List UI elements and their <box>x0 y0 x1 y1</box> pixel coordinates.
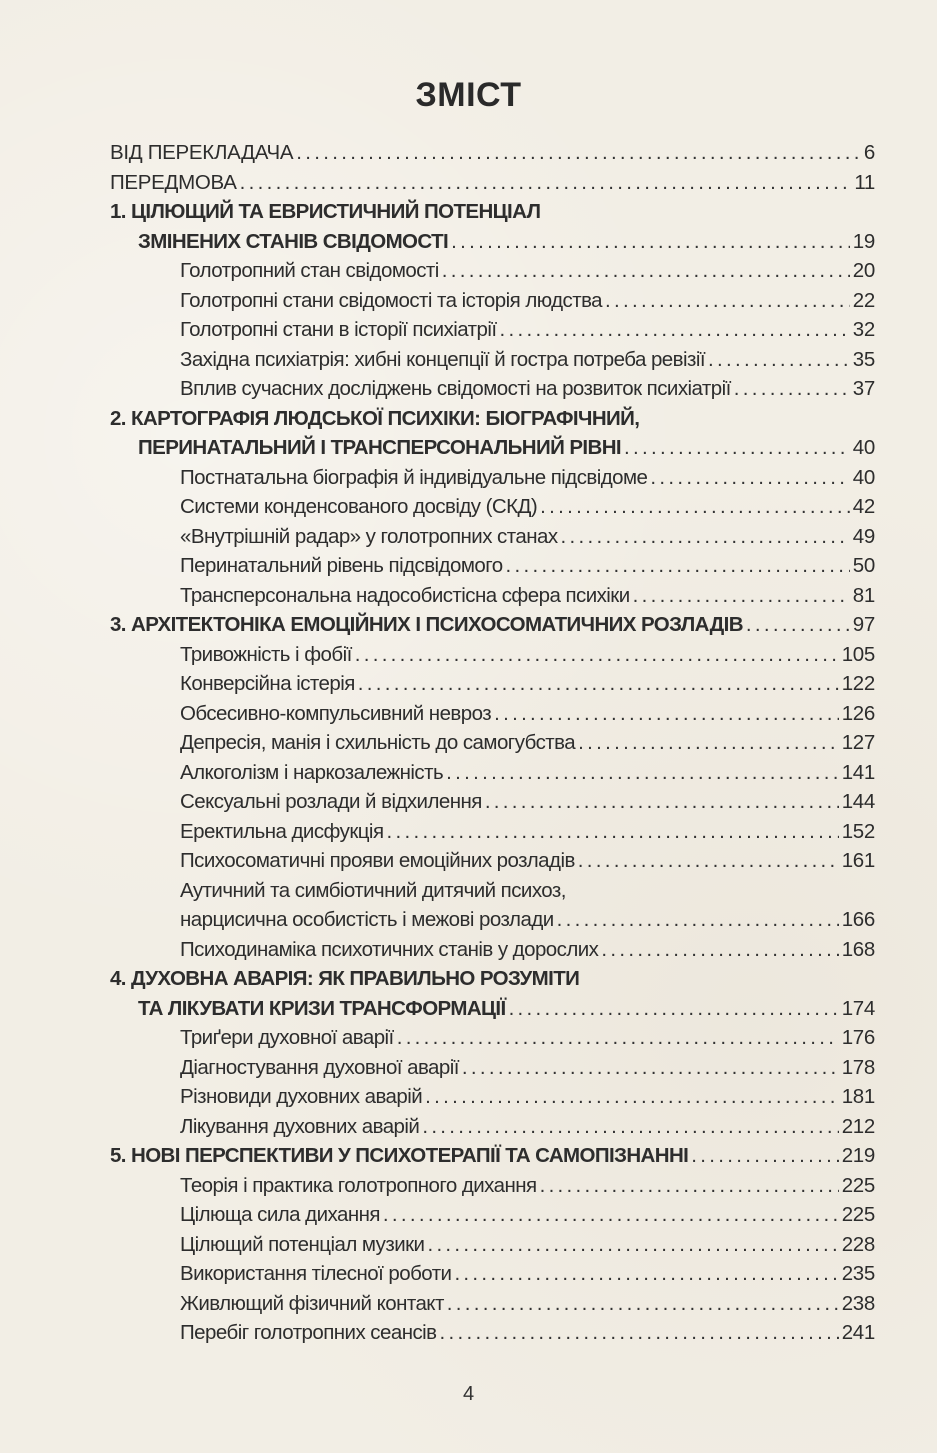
toc-entry-label: Використання тілесної роботи <box>180 1262 452 1285</box>
toc-entry-label: Західна психіатрія: хибні концепції й гостра потреба ревізії <box>180 347 705 371</box>
leader-dots <box>500 315 850 345</box>
leader-dots <box>624 433 850 463</box>
toc-subentry[interactable] <box>110 1112 875 1142</box>
toc-subentry[interactable] <box>110 787 875 817</box>
toc-entry-label: Еректильна дисфукція <box>180 819 384 843</box>
toc-entry-label: Сексуальні розлади й відхилення <box>180 790 482 813</box>
leader-dots <box>540 1171 839 1201</box>
toc-entry-label: Різновиди духовних аварій <box>180 1085 423 1108</box>
toc-page-number: 35 <box>852 347 875 371</box>
toc-page-number: 235 <box>841 1262 875 1285</box>
toc-chapter-label: ЗМІНЕНИХ СТАНІВ СВІДОМОСТІ <box>138 229 449 253</box>
leader-dots <box>454 1259 838 1289</box>
toc-chapter-label: 5. НОВІ ПЕРСПЕКТИВИ У ПСИХОТЕРАПІЇ ТА САМОПІЗНАННІ <box>110 1144 689 1167</box>
toc-chapter-1-cont[interactable] <box>110 227 875 257</box>
toc-chapter-5[interactable] <box>110 1141 875 1171</box>
toc-entry-label: Голотропний стан свідомості <box>180 259 439 282</box>
toc-subentry[interactable] <box>110 905 875 935</box>
leader-dots <box>601 935 838 965</box>
toc-page-number: 144 <box>841 790 875 813</box>
leader-dots <box>509 994 839 1024</box>
toc-page-number: 11 <box>854 170 875 194</box>
toc-subentry[interactable] <box>110 669 875 699</box>
toc-entry-label: «Внутрішній радар» у голотропних станах <box>180 524 558 548</box>
toc-page-number: 40 <box>852 465 875 489</box>
toc-chapter-4-cont[interactable] <box>110 994 875 1024</box>
leader-dots <box>633 581 850 611</box>
toc-entry-label: Лікування духовних аварій <box>180 1114 420 1138</box>
toc-subentry[interactable] <box>110 551 875 581</box>
leader-dots <box>540 492 850 522</box>
toc-entry-label: Голотропні стани свідомості та історія людства <box>180 288 603 312</box>
toc-page-number: 166 <box>841 908 875 931</box>
toc-entry-label: Теорія і практика голотропного дихання <box>180 1173 537 1197</box>
toc-subentry[interactable] <box>110 846 875 876</box>
toc-page-number: 161 <box>841 849 875 872</box>
toc-page-number: 97 <box>852 613 875 636</box>
toc-page-number: 176 <box>841 1026 875 1049</box>
leader-dots <box>734 374 850 404</box>
leader-dots <box>397 1023 839 1053</box>
toc-page-number: 105 <box>841 642 875 666</box>
toc-subentry[interactable] <box>110 876 875 906</box>
toc-chapter-2-cont[interactable] <box>110 433 875 463</box>
leader-dots <box>442 256 850 286</box>
leader-dots <box>494 699 839 729</box>
toc-entry-label: Перинатальний рівень підсвідомого <box>180 554 503 577</box>
toc-chapter-label: ПЕРИНАТАЛЬНИЙ І ТРАНСПЕРСОНАЛЬНИЙ РІВНІ <box>138 436 622 459</box>
toc-subentry[interactable] <box>110 1171 875 1201</box>
leader-dots <box>708 345 850 375</box>
toc-subentry[interactable] <box>110 935 875 965</box>
toc-entry-label: Тривожність і фобії <box>180 642 352 666</box>
leader-dots <box>557 905 839 935</box>
toc-page-number: 19 <box>852 229 875 253</box>
toc-page-number: 32 <box>852 318 875 341</box>
toc-page-number: 225 <box>841 1173 875 1197</box>
leader-dots <box>387 817 839 847</box>
toc-subentry[interactable] <box>110 640 875 670</box>
toc-page-number: 22 <box>852 288 875 312</box>
toc-entry-label: Постнатальна біографія й індивідуальне підсвідоме <box>180 465 648 489</box>
toc-subentry[interactable] <box>110 522 875 552</box>
toc-page-number: 178 <box>841 1055 875 1079</box>
toc-page-number: 152 <box>841 819 875 843</box>
toc-page-number: 127 <box>841 731 875 754</box>
toc-page-number: 37 <box>852 377 875 400</box>
leader-dots <box>447 1289 839 1319</box>
toc-entry-label: Живлющий фізичний контакт <box>180 1291 444 1315</box>
toc-entry-label: ВІД ПЕРЕКЛАДАЧА <box>110 141 294 164</box>
leader-dots <box>605 286 850 316</box>
toc-page-number: 49 <box>852 524 875 548</box>
toc-entry-label: Психодинаміка психотичних станів у дорослих <box>180 937 599 961</box>
toc-subentry[interactable] <box>110 345 875 375</box>
leader-dots <box>358 669 839 699</box>
toc-page-number: 141 <box>841 760 875 784</box>
toc-entry-label: Перебіг голотропних сеансів <box>180 1321 437 1344</box>
page-number: 4 <box>462 1383 475 1405</box>
toc-subentry[interactable] <box>110 1259 875 1289</box>
toc-page-number: 225 <box>841 1203 875 1226</box>
toc-subentry[interactable] <box>110 1289 875 1319</box>
leader-dots <box>355 640 839 670</box>
toc-subentry[interactable] <box>110 581 875 611</box>
toc-subentry[interactable] <box>110 1053 875 1083</box>
toc-page-number: 126 <box>841 701 875 725</box>
toc-chapter-4[interactable] <box>110 964 875 994</box>
toc-subentry[interactable] <box>110 256 875 286</box>
toc-entry-label: Трансперсональна надособистісна сфера психіки <box>180 583 630 607</box>
toc-entry-label: Обсесивно-компульсивний невроз <box>180 701 492 725</box>
leader-dots <box>296 138 861 168</box>
toc-chapter-label: 2. КАРТОГРАФІЯ ЛЮДСЬКОЇ ПСИХІКИ: БІОГРАФІЧНИЙ, <box>110 406 640 430</box>
leader-dots <box>578 728 839 758</box>
toc-entry-label: Голотропні стани в історії психіатрії <box>180 318 497 341</box>
toc-chapter-1[interactable] <box>110 197 875 227</box>
toc-entry-label: нарцисична особистість і межові розлади <box>180 908 554 931</box>
leader-dots <box>446 758 839 788</box>
toc-page-number: 81 <box>852 583 875 607</box>
toc-entry-label: Цілющий потенціал музики <box>180 1232 425 1256</box>
toc-subentry[interactable] <box>110 1082 875 1112</box>
leader-dots <box>383 1200 839 1230</box>
toc-entry-label: Алкоголізм і наркозалежність <box>180 760 444 784</box>
leader-dots <box>746 610 850 640</box>
toc-page-number: 174 <box>841 996 875 1020</box>
toc-page-number: 20 <box>852 259 875 282</box>
leader-dots <box>440 1318 839 1348</box>
toc-entry-label: Системи конденсованого досвіду (СКД) <box>180 495 538 518</box>
toc-page-number: 6 <box>863 141 875 164</box>
toc-subentry[interactable] <box>110 758 875 788</box>
toc-subentry[interactable] <box>110 699 875 729</box>
toc-entry-label: Триґери духовної аварії <box>180 1026 394 1049</box>
toc-page-number: 212 <box>841 1114 875 1138</box>
toc-entry-label: Аутичний та симбіотичний дитячий психоз, <box>180 878 566 902</box>
toc-subentry[interactable] <box>110 286 875 316</box>
toc-page-number: 168 <box>841 937 875 961</box>
leader-dots <box>425 1082 839 1112</box>
toc-page-number: 42 <box>852 495 875 518</box>
toc-subentry[interactable] <box>110 463 875 493</box>
toc-chapter-label: ТА ЛІКУВАТИ КРИЗИ ТРАНСФОРМАЦІЇ <box>138 996 506 1020</box>
toc-entry-label: ПЕРЕДМОВА <box>110 170 237 194</box>
toc-chapter-3[interactable] <box>110 610 875 640</box>
toc-subentry[interactable] <box>110 1230 875 1260</box>
toc-subentry[interactable] <box>110 1318 875 1348</box>
toc-entry-front[interactable] <box>110 168 875 198</box>
toc-subentry[interactable] <box>110 1023 875 1053</box>
toc-page-number: 238 <box>841 1291 875 1315</box>
toc-chapter-label: 3. АРХІТЕКТОНІКА ЕМОЦІЙНИХ І ПСИХОСОМАТИЧНИХ РОЗЛАДІВ <box>110 613 743 636</box>
leader-dots <box>506 551 850 581</box>
toc-subentry[interactable] <box>110 817 875 847</box>
leader-dots <box>451 227 850 257</box>
toc-entry-label: Депресія, манія і схильність до самогубства <box>180 731 576 754</box>
leader-dots <box>561 522 850 552</box>
leader-dots <box>462 1053 839 1083</box>
toc-entry-label: Вплив сучасних досліджень свідомості на розвиток психіатрії <box>180 377 731 400</box>
toc-entry-label: Цілюща сила дихання <box>180 1203 380 1226</box>
toc-page-number: 219 <box>841 1144 875 1167</box>
leader-dots <box>485 787 839 817</box>
toc-entry-label: Психосоматичні прояви емоційних розладів <box>180 849 575 872</box>
toc-subentry[interactable] <box>110 728 875 758</box>
toc-entry-label: Конверсійна істерія <box>180 672 355 695</box>
toc-entry-front[interactable] <box>110 138 875 168</box>
toc-subentry[interactable] <box>110 315 875 345</box>
toc-chapter-label: 4. ДУХОВНА АВАРІЯ: ЯК ПРАВИЛЬНО РОЗУМІТИ <box>110 967 580 990</box>
leader-dots <box>578 846 839 876</box>
toc-subentry[interactable] <box>110 1200 875 1230</box>
leader-dots <box>427 1230 838 1260</box>
toc-entry-label: Діагностування духовної аварії <box>180 1055 459 1079</box>
toc-page-number: 228 <box>841 1232 875 1256</box>
toc-page-number: 241 <box>841 1321 875 1344</box>
page-title: ЗМІСТ <box>415 76 522 114</box>
toc-page-number: 50 <box>852 554 875 577</box>
toc-page-number: 181 <box>841 1085 875 1108</box>
leader-dots <box>650 463 849 493</box>
table-of-contents <box>110 138 875 1348</box>
leader-dots <box>422 1112 838 1142</box>
toc-subentry[interactable] <box>110 492 875 522</box>
leader-dots <box>691 1141 838 1171</box>
toc-page-number: 122 <box>841 672 875 695</box>
toc-subentry[interactable] <box>110 374 875 404</box>
toc-page-number: 40 <box>852 436 875 459</box>
toc-chapter-label: 1. ЦІЛЮЩИЙ ТА ЕВРИСТИЧНИЙ ПОТЕНЦІАЛ <box>110 200 541 223</box>
toc-chapter-2[interactable] <box>110 404 875 434</box>
leader-dots <box>240 168 852 198</box>
